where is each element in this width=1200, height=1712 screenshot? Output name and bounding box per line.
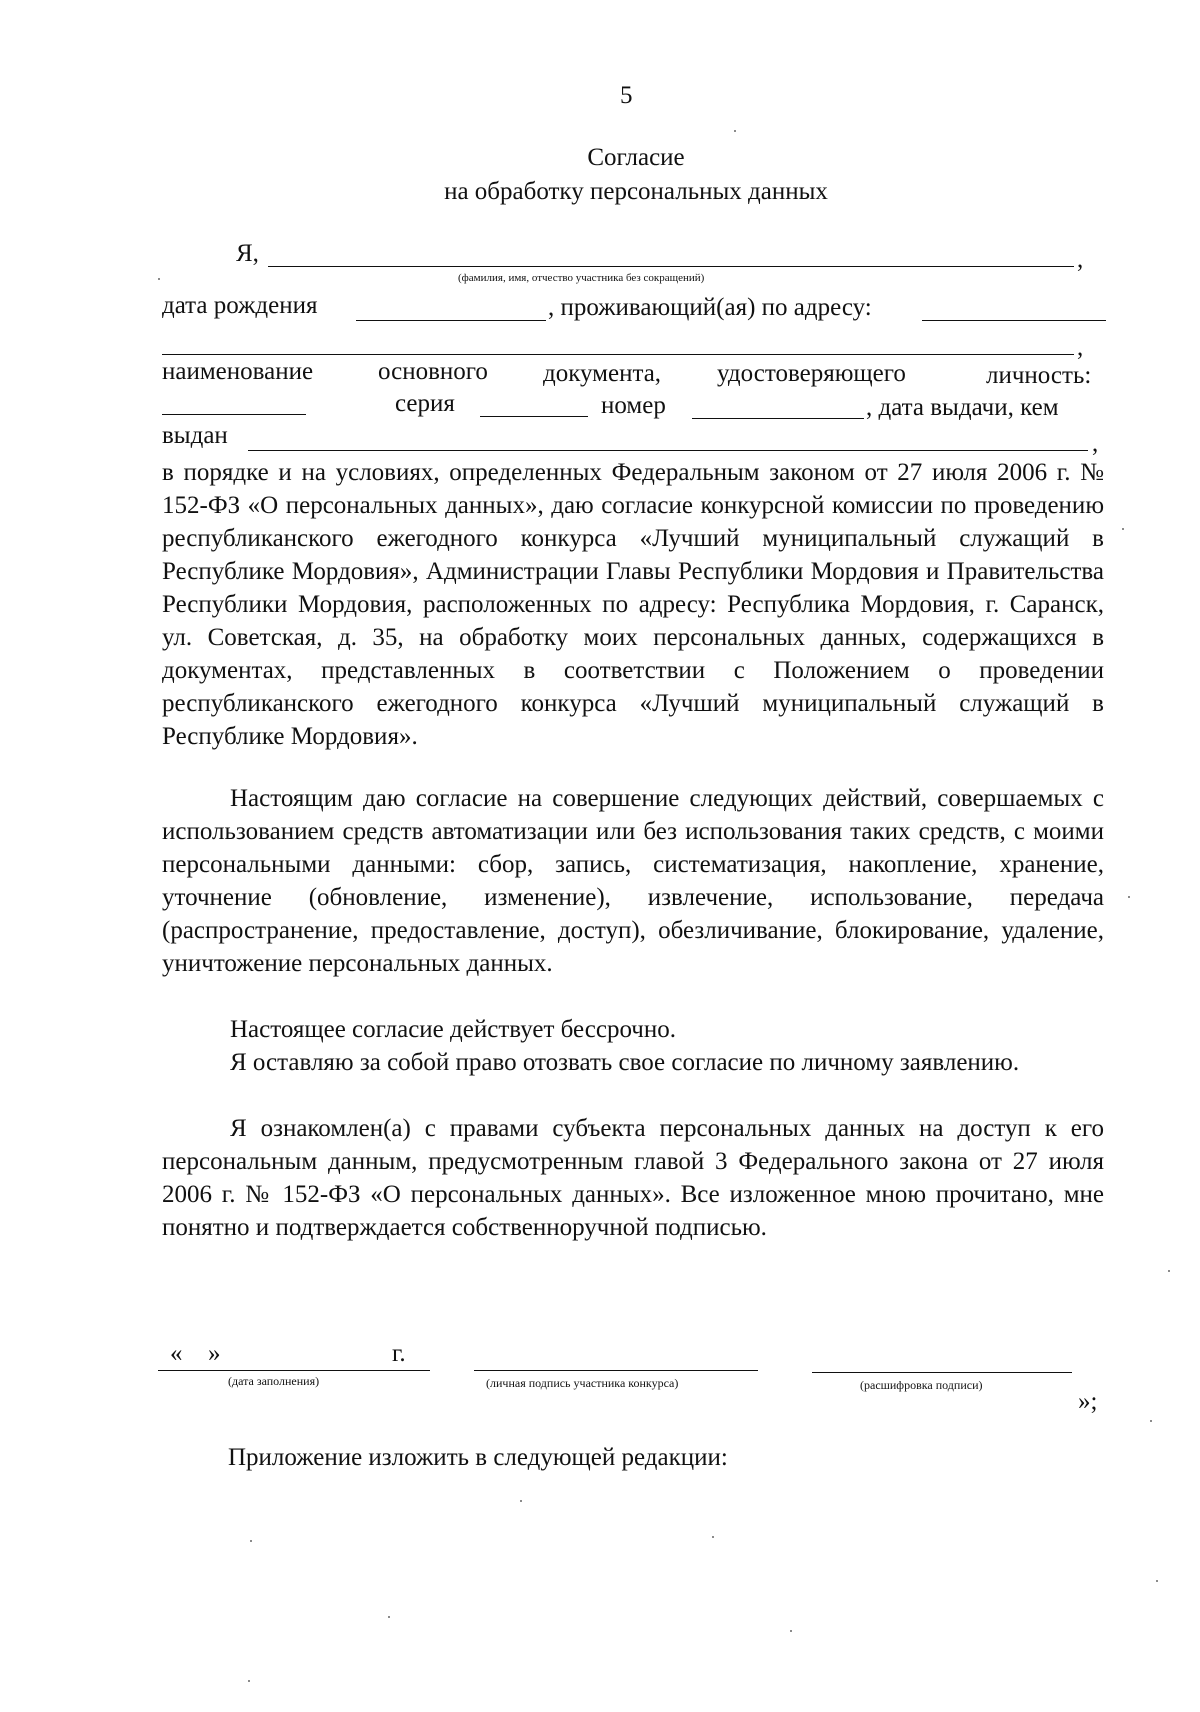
issued-label: выдан [162, 422, 228, 449]
doc-word-2: основного [378, 358, 488, 385]
doc-word-3: документа, [543, 360, 662, 387]
birth-label: дата рождения [162, 292, 318, 319]
signature-caption: (личная подпись участника конкурса) [486, 1376, 679, 1390]
paragraph-validity: Настоящее согласие действует бессрочно. [230, 1016, 676, 1043]
issue-date-label: , дата выдачи, кем [866, 394, 1059, 421]
closing-quote: »; [1078, 1388, 1098, 1415]
doc-name-line[interactable] [162, 414, 306, 415]
fio-caption: (фамилия, имя, отчество участника без сокращений) [458, 272, 705, 284]
paragraph-actions: Настоящим даю согласие на совершение следующих действий, совершаемых с использованием средств автоматизации или без использования таких средств, с моими персональными данными: сбор, запись, систематизация, накопление, хранение, уточнение (обновление, изменение), извлечение, использование, передача (распространение, предоставление, доступ), обезличивание, блокирование, удаление, уничтожение персональных данных. [162, 785, 1104, 977]
scan-speck [388, 1616, 390, 1618]
doc-word-5: личность: [986, 362, 1092, 389]
i-prefix: Я, [236, 240, 259, 267]
paragraph-consent-terms: в порядке и на условиях, определенных Федеральным законом от 27 июля 2006 г. № 152-ФЗ «О персональных данных», даю согласие конкурсной комиссии по проведению республиканского ежегодного конкурса «Лучший муниципальный служащий в Республике Мордовия», Администрации Главы Республики Мордовия и Правительства Республики Мордовия, расположенных по адресу: Республика Мордовия, г. Саранск, ул. Советская, д. 35, на обработку моих персональных данных, содержащихся в документах, представленных в соответствии с Положением о проведении республиканского ежегодного конкурса «Лучший муниципальный служащий в Республике Мордовия». [162, 459, 1104, 750]
address-line-1[interactable] [922, 320, 1106, 321]
birth-date-line[interactable] [356, 320, 546, 321]
doc-word-4: удостоверяющего [717, 360, 906, 387]
page-number: 5 [620, 82, 633, 109]
title-line-2: на обработку персональных данных [444, 178, 828, 205]
date-quote-close: » [208, 1340, 221, 1367]
date-line[interactable] [158, 1370, 430, 1371]
fio-line[interactable] [268, 266, 1074, 267]
scan-speck [734, 130, 736, 132]
scan-speck [1128, 896, 1130, 898]
issued-by-line[interactable] [248, 450, 1088, 451]
decode-caption: (расшифровка подписи) [860, 1378, 983, 1392]
scan-speck [250, 1540, 252, 1542]
paragraph-acknowledgement: Я ознакомлен(а) с правами субъекта персональных данных на доступ к его персональным данным, предусмотренным главой 3 Федерального закона от 27 июля 2006 г. № 152-ФЗ «О персональных данных». Все изложенное мною прочитано, мне понятно и подтверждается собственноручной подписью. [162, 1115, 1104, 1241]
date-caption: (дата заполнения) [228, 1374, 320, 1388]
scan-speck [520, 1500, 522, 1502]
title-line-1: Согласие [587, 144, 685, 171]
decode-line[interactable] [812, 1372, 1072, 1373]
number-line[interactable] [692, 418, 864, 419]
date-year-suffix: г. [392, 1340, 406, 1367]
scan-speck [790, 1630, 792, 1632]
scan-speck [158, 278, 160, 280]
date-quote-open: « [170, 1340, 183, 1367]
address-label: , проживающий(ая) по адресу: [548, 294, 872, 321]
scan-speck [1156, 1580, 1158, 1582]
issued-comma: , [1092, 430, 1099, 457]
scan-speck [1122, 528, 1124, 530]
scan-speck [248, 1680, 250, 1682]
address-line-2[interactable] [162, 354, 1074, 355]
fio-comma: , [1077, 246, 1084, 273]
doc-word-1: наименование [162, 358, 314, 385]
scan-speck [1150, 1420, 1152, 1422]
scan-speck [1168, 1270, 1170, 1272]
series-label: серия [395, 390, 455, 417]
address-comma: , [1077, 334, 1084, 361]
appendix-note: Приложение изложить в следующей редакции: [228, 1444, 728, 1471]
number-label: номер [601, 392, 666, 419]
scan-speck [712, 1536, 714, 1538]
signature-line[interactable] [474, 1370, 758, 1371]
series-line[interactable] [480, 416, 588, 417]
paragraph-revocation: Я оставляю за собой право отозвать свое согласие по личному заявлению. [230, 1049, 1020, 1076]
